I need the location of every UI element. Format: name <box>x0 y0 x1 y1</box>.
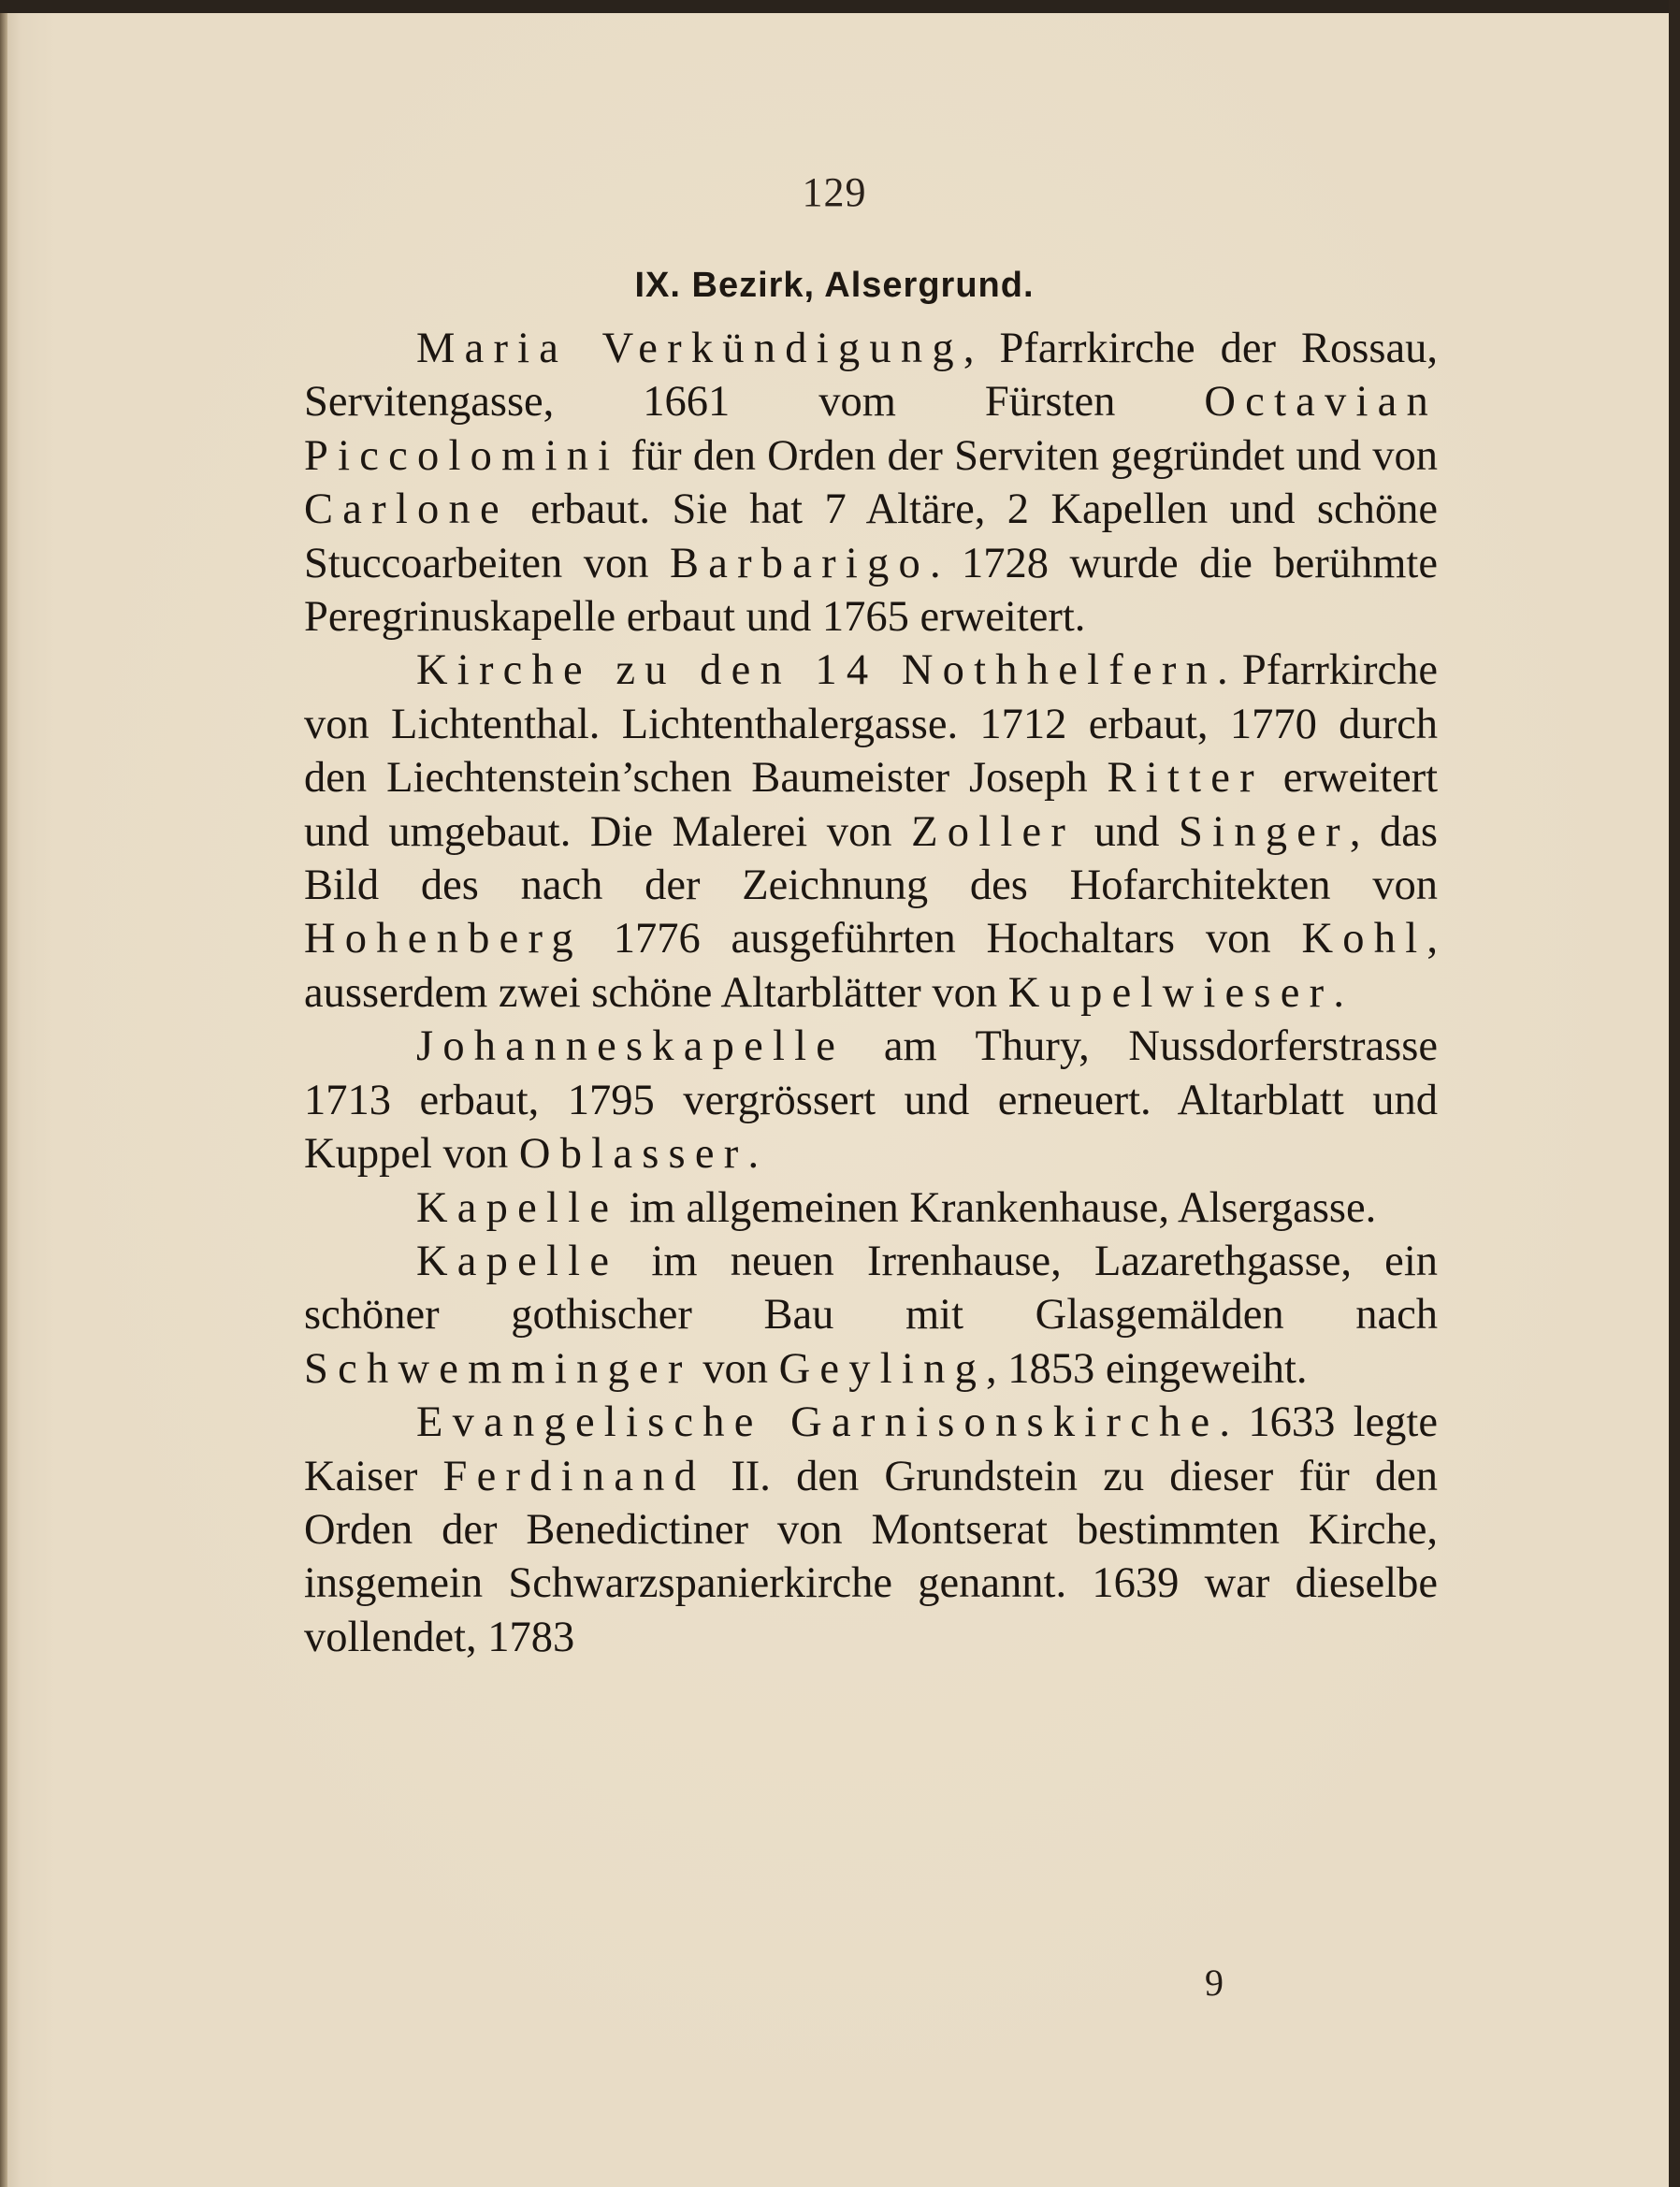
paragraph-text: im neuen Irrenhause, Lazarethgasse, ein schöner gothischer Bau mit Glasgemälden nach <box>304 1237 1438 1340</box>
church-name: Kapelle <box>416 1183 619 1232</box>
paragraph-text: II. den Grundstein zu dieser für den Orden der Benedictiner von Montserat bestimmten Kirche, insgemein Schwarzspanierkirche genannt. 1639 war dieselbe vollendet, 1783 <box>304 1452 1438 1661</box>
paragraph-text: . 1633 legte Kaiser <box>304 1398 1438 1500</box>
page-number: 129 <box>802 169 867 215</box>
section-heading: IX. Bezirk, Alsergrund. <box>634 266 1035 305</box>
paragraph-nothhelfern <box>304 644 1438 1020</box>
paragraph-kapelle-irrenhaus <box>304 1235 1438 1396</box>
person-name: Ritter <box>1107 754 1264 803</box>
book-right-edge <box>1669 0 1680 2187</box>
church-name: Maria Verkündigung <box>416 325 963 372</box>
church-name: Johanneskapelle <box>416 1022 846 1071</box>
paragraph-text: und <box>1075 807 1180 856</box>
person-name: Ferdinand <box>442 1452 706 1500</box>
paragraph-text: . Pfarrkirche von Lichtenthal. Lichtenthalergasse. 1712 erbaut, 1770 durch den Liechtenstein’schen Baumeister Joseph <box>304 646 1438 803</box>
church-name: Kirche zu den 14 Nothhelfern <box>416 646 1218 695</box>
person-name: Oblasser <box>518 1130 748 1179</box>
page-gutter <box>0 13 7 2187</box>
church-name: Evangelische Garnisonskirche <box>416 1398 1220 1447</box>
paragraph-text: , 1853 eingeweiht. <box>986 1344 1308 1393</box>
person-name: Kohl <box>1301 915 1427 963</box>
paragraph-text: . 1728 wurde die berühmte Peregrinuskapelle erbaut und 1765 erweitert. <box>304 539 1438 642</box>
person-name: Geyling <box>778 1344 987 1393</box>
church-name: Kapelle <box>416 1237 619 1285</box>
paragraph-text: im allgemeinen Krankenhause, Alsergasse. <box>618 1183 1377 1232</box>
paragraph-text: 1776 ausgeführten Hochaltars von <box>582 915 1302 963</box>
person-name: Hohenberg <box>304 915 583 963</box>
person-name: Singer <box>1179 807 1350 856</box>
paragraph-text: . <box>1333 968 1344 1017</box>
paragraph-garnisonskirche <box>304 1396 1438 1664</box>
person-name: Carlone <box>304 485 509 534</box>
person-name: Octavian Piccolomini <box>304 378 1438 480</box>
body-text <box>304 322 1438 1664</box>
book-top-edge <box>0 0 1680 13</box>
signature-mark: 9 <box>1205 1962 1224 2004</box>
paragraph-kapelle-krankenhaus <box>304 1181 1438 1235</box>
paragraph-text: am Thury, Nussdorferstrasse 1713 erbaut, 1795 vergrössert und erneuert. Altarblatt und Kuppel von <box>304 1022 1438 1179</box>
book-page <box>0 13 1669 2187</box>
paragraph-johanneskapelle <box>304 1020 1438 1180</box>
paragraph-maria-verkuendigung <box>304 322 1438 644</box>
paragraph-text: , Pfarrkirche der Rossau, Servitengasse, 1661 vom Fürsten <box>304 325 1438 427</box>
paragraph-text: . <box>747 1130 760 1179</box>
person-name: Kupelwieser <box>1007 968 1334 1017</box>
paragraph-text: , das Bild des nach der Zeichnung des Hofarchitekten von <box>304 807 1438 910</box>
paragraph-text: von <box>691 1344 779 1393</box>
person-name: Barbarigo <box>669 539 930 587</box>
person-name: Zoller <box>911 807 1076 856</box>
paragraph-text: , ausserdem zwei schöne Altarblätter von <box>304 915 1438 1017</box>
paragraph-text: für den Orden der Serviten gegründet und von <box>619 431 1438 480</box>
paragraph-text: erweitert und umgebaut. Die Malerei von <box>304 754 1438 856</box>
paragraph-text: erbaut. Sie hat 7 Altäre, 2 Kapellen und schöne Stuccoarbeiten von <box>304 485 1438 587</box>
person-name: Schwemminger <box>304 1344 692 1393</box>
